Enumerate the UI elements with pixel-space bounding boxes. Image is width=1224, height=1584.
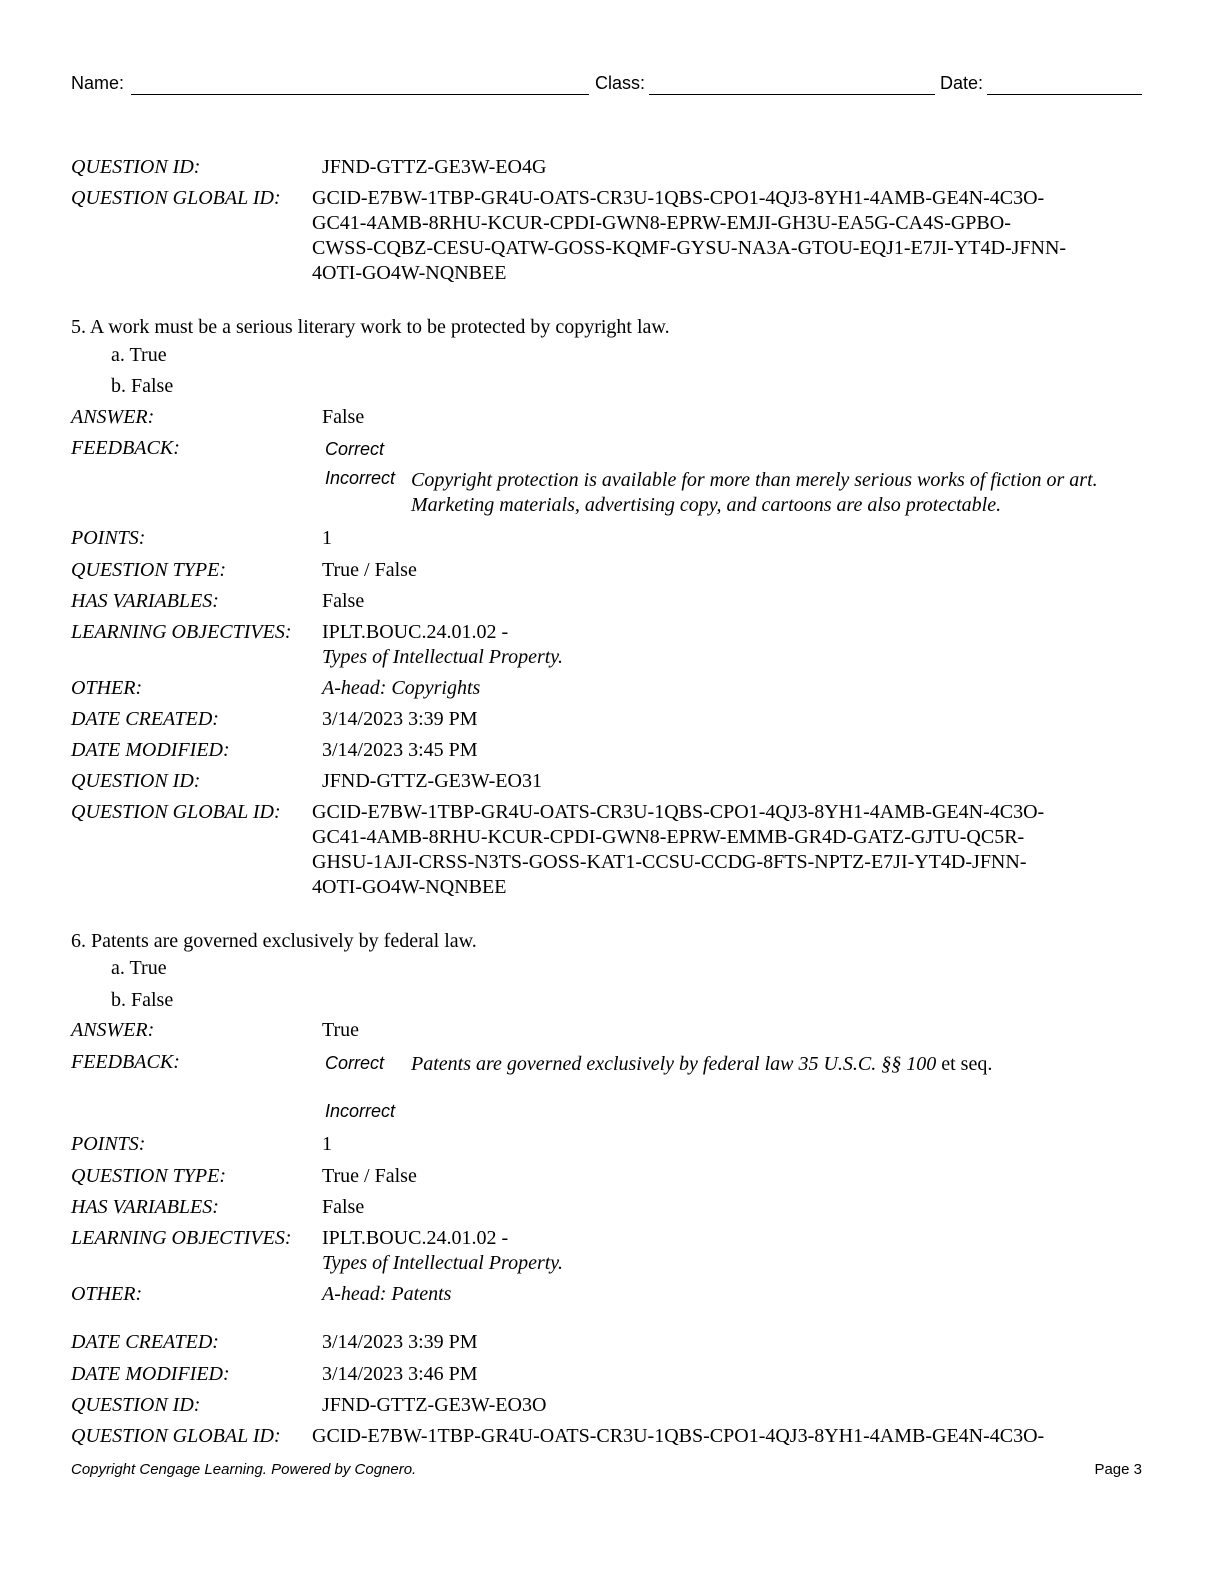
question-stem: 6. Patents are governed exclusively by federal law.: [71, 930, 477, 952]
learning-objectives-label: LEARNING OBJECTIVES:: [71, 621, 292, 643]
name-line: [131, 94, 589, 95]
learning-objectives-label: LEARNING OBJECTIVES:: [71, 1227, 292, 1249]
feedback-correct-tag: Correct: [325, 439, 385, 459]
other: A-head: Patents: [322, 1283, 452, 1305]
date-created-label: DATE CREATED:: [71, 1331, 219, 1353]
has-variables-label: HAS VARIABLES:: [71, 590, 219, 612]
learning-objective-text: Types of Intellectual Property.: [322, 1252, 564, 1274]
date-label: Date:: [940, 73, 984, 93]
option-b: b. False: [111, 375, 174, 397]
question-global-id-label: QUESTION GLOBAL ID:: [71, 187, 281, 209]
question-id-label: QUESTION ID:: [71, 156, 201, 178]
date-modified: 3/14/2023 3:46 PM: [322, 1363, 478, 1385]
other-label: OTHER:: [71, 1283, 143, 1305]
feedback-incorrect-text: Copyright protection is available for more than merely serious works of fiction or art. Marketing materials, advertising copy, and cartoons are also protectable.: [411, 469, 1098, 516]
class-line: [649, 94, 935, 95]
learning-objective-code: IPLT.BOUC.24.01.02 -: [322, 621, 509, 643]
global-id-line: GC41-4AMB-8RHU-KCUR-CPDI-GWN8-EPRW-EMMB-GR4D-GATZ-GJTU-QC5R-: [312, 826, 1025, 848]
answer-label: ANSWER:: [71, 406, 155, 428]
has-variables: False: [322, 1196, 365, 1218]
global-id-line: GCID-E7BW-1TBP-GR4U-OATS-CR3U-1QBS-CPO1-4QJ3-8YH1-4AMB-GE4N-4C3O-: [312, 801, 1045, 823]
question-global-id: [312, 800, 1132, 900]
page-header: [71, 70, 1142, 96]
question-global-id-label: QUESTION GLOBAL ID:: [71, 801, 281, 823]
question-type-label: QUESTION TYPE:: [71, 1165, 227, 1187]
feedback-label: FEEDBACK:: [71, 1051, 180, 1073]
feedback-incorrect-tag: Incorrect: [325, 468, 396, 488]
points: 1: [322, 527, 332, 549]
date-modified: 3/14/2023 3:45 PM: [322, 739, 478, 761]
global-id-line: GCID-E7BW-1TBP-GR4U-OATS-CR3U-1QBS-CPO1-4QJ3-8YH1-4AMB-GE4N-4C3O-: [312, 187, 1045, 209]
feedback-label: FEEDBACK:: [71, 437, 180, 459]
global-id-line: GC41-4AMB-8RHU-KCUR-CPDI-GWN8-EPRW-EMJI-GH3U-EA5G-CA4S-GPBO-: [312, 212, 1011, 234]
feedback-correct-tag: Correct: [325, 1053, 385, 1073]
question-id-label: QUESTION ID:: [71, 770, 201, 792]
points: 1: [322, 1133, 332, 1155]
page-number: Page 3: [1094, 1461, 1142, 1478]
points-label: POINTS:: [71, 1133, 146, 1155]
global-id-line: GHSU-1AJI-CRSS-N3TS-GOSS-KAT1-CCSU-CCDG-8FTS-NPTZ-E7JI-YT4D-JFNN-: [312, 851, 1027, 873]
option-b: b. False: [111, 989, 174, 1011]
option-a: a. True: [111, 344, 167, 366]
question-id: JFND-GTTZ-GE3W-EO31: [322, 770, 542, 792]
learning-objective-code: IPLT.BOUC.24.01.02 -: [322, 1227, 509, 1249]
feedback-correct-text-roman: et seq.: [936, 1053, 993, 1075]
name-label: Name:: [71, 73, 125, 93]
date-created: 3/14/2023 3:39 PM: [322, 1331, 478, 1353]
answer-label: ANSWER:: [71, 1019, 155, 1041]
question-type-label: QUESTION TYPE:: [71, 559, 227, 581]
feedback-correct-text-italic: Patents are governed exclusively by federal law 35 U.S.C. §§ 100: [411, 1053, 937, 1075]
question-id: JFND-GTTZ-GE3W-EO3O: [322, 1394, 547, 1416]
question-id-label: QUESTION ID:: [71, 1394, 201, 1416]
learning-objective-text: Types of Intellectual Property.: [322, 646, 564, 668]
date-created-label: DATE CREATED:: [71, 708, 219, 730]
question-stem: 5. A work must be a serious literary work to be protected by copyright law.: [71, 316, 670, 338]
points-label: POINTS:: [71, 527, 146, 549]
feedback-correct-text: [411, 1052, 1141, 1077]
other-label: OTHER:: [71, 677, 143, 699]
question-type: True / False: [322, 559, 417, 581]
class-label: Class:: [595, 73, 646, 93]
date-modified-label: DATE MODIFIED:: [71, 1363, 230, 1385]
question-id: JFND-GTTZ-GE3W-EO4G: [322, 156, 547, 178]
question-global-id-label: QUESTION GLOBAL ID:: [71, 1425, 281, 1447]
global-id-line: CWSS-CQBZ-CESU-QATW-GOSS-KQMF-GYSU-NA3A-GTOU-EQJ1-E7JI-YT4D-JFNN-: [312, 237, 1067, 259]
global-id-line: 4OTI-GO4W-NQNBEE: [312, 876, 507, 898]
feedback-incorrect-tag: Incorrect: [325, 1101, 396, 1121]
date-modified-label: DATE MODIFIED:: [71, 739, 230, 761]
has-variables: False: [322, 590, 365, 612]
answer: False: [322, 406, 365, 428]
question-global-id: GCID-E7BW-1TBP-GR4U-OATS-CR3U-1QBS-CPO1-4QJ3-8YH1-4AMB-GE4N-4C3O-: [312, 1425, 1045, 1447]
question-global-id: [312, 186, 1132, 286]
has-variables-label: HAS VARIABLES:: [71, 1196, 219, 1218]
answer: True: [322, 1019, 360, 1041]
global-id-line: 4OTI-GO4W-NQNBEE: [312, 262, 507, 284]
date-created: 3/14/2023 3:39 PM: [322, 708, 478, 730]
other: A-head: Copyrights: [322, 677, 481, 699]
question-type: True / False: [322, 1165, 417, 1187]
footer-copyright: Copyright Cengage Learning. Powered by Cognero.: [71, 1461, 417, 1478]
date-line: [987, 94, 1142, 95]
option-a: a. True: [111, 957, 167, 979]
